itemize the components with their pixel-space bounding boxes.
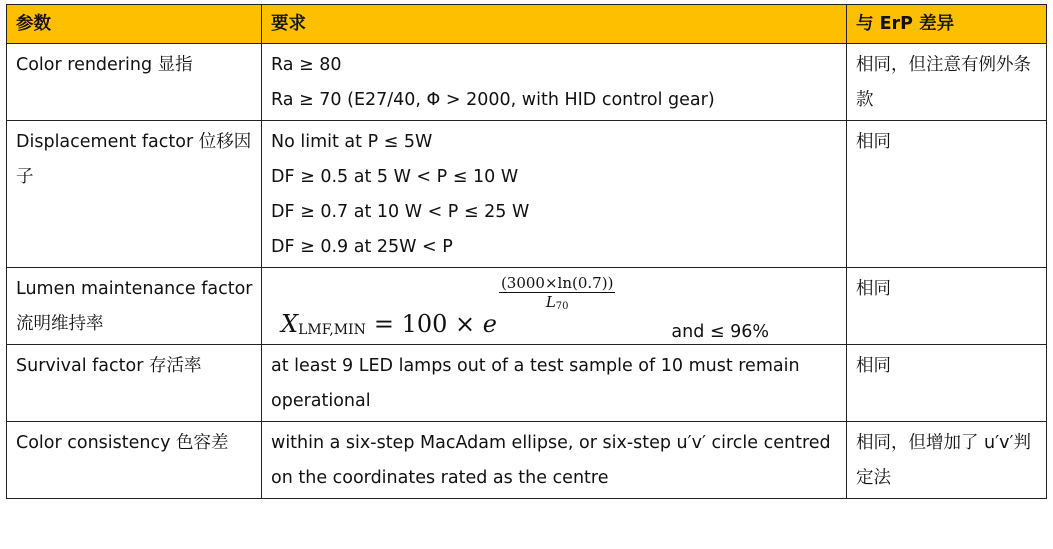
- header-row: [7, 5, 1047, 44]
- param-color-consistency: Color consistency 色容差: [16, 433, 229, 453]
- requirement-cell: [262, 422, 847, 499]
- requirement-line: Ra ≥ 80: [271, 55, 342, 75]
- formula-exp-den-sub: 70: [555, 301, 569, 312]
- param-cell: [7, 345, 262, 422]
- header-requirement: 要求: [262, 5, 847, 44]
- formula-lhs-sub: LMF,MIN: [298, 322, 366, 338]
- formula-rhs: = 100 ×: [373, 310, 483, 338]
- param-displacement-factor: Displacement factor 位移因子: [16, 132, 252, 187]
- param-lumen-maintenance: Lumen maintenance factor 流明维持率: [16, 279, 253, 334]
- param-cell: [7, 121, 262, 268]
- param-color-rendering: Color rendering 显指: [16, 55, 193, 75]
- diff-cell: [847, 121, 1047, 268]
- requirement-cell: [262, 345, 847, 422]
- param-cell: [7, 422, 262, 499]
- requirement-line: within a six-step MacAdam ellipse, or six-step u′v′ circle centred on the coordinates rated as the centre: [271, 433, 831, 488]
- diff-survival-factor: 相同: [856, 356, 891, 376]
- formula-base: e: [482, 310, 497, 338]
- table-row: [7, 422, 1047, 499]
- requirement-cell: [262, 44, 847, 121]
- header-param: 参数: [7, 5, 262, 44]
- formula-tail: and ≤ 96%: [671, 322, 770, 342]
- requirement-line: DF ≥ 0.5 at 5 W < P ≤ 10 W: [271, 167, 519, 187]
- requirement-cell: [262, 121, 847, 268]
- formula-exp-numerator: (3000×ln(0.7)): [500, 274, 614, 292]
- requirement-line: DF ≥ 0.7 at 10 W < P ≤ 25 W: [271, 202, 530, 222]
- formula-exp-denominator: [546, 293, 569, 312]
- diff-cell: [847, 345, 1047, 422]
- requirement-line: DF ≥ 0.9 at 25W < P: [271, 237, 453, 257]
- requirement-line: No limit at P ≤ 5W: [271, 132, 433, 152]
- comparison-table: [6, 4, 1047, 499]
- requirement-line: Ra ≥ 70 (E27/40, Φ > 2000, with HID control gear): [271, 90, 715, 110]
- requirement-cell: [262, 268, 847, 345]
- diff-lumen-maintenance: 相同: [856, 279, 891, 299]
- table-row: [7, 268, 1047, 345]
- requirement-line: at least 9 LED lamps out of a test sample of 10 must remain operational: [271, 356, 800, 411]
- diff-color-consistency: 相同，但增加了 u′v′判定法: [856, 433, 1031, 488]
- formula-exp-den-var: L: [545, 293, 556, 311]
- header-diff: 与 ErP 差异: [847, 5, 1047, 44]
- lumen-formula: [271, 272, 838, 342]
- diff-color-rendering: 相同，但注意有例外条款: [856, 55, 1031, 110]
- param-cell: [7, 44, 262, 121]
- param-survival-factor: Survival factor 存活率: [16, 356, 202, 376]
- diff-cell: [847, 44, 1047, 121]
- formula-lhs-var: X: [281, 310, 299, 338]
- table-row: [7, 345, 1047, 422]
- table-row: [7, 121, 1047, 268]
- formula-exponent: [499, 274, 615, 312]
- param-cell: [7, 268, 262, 345]
- table-row: [7, 44, 1047, 121]
- diff-cell: [847, 268, 1047, 345]
- diff-displacement-factor: 相同: [856, 132, 891, 152]
- diff-cell: [847, 422, 1047, 499]
